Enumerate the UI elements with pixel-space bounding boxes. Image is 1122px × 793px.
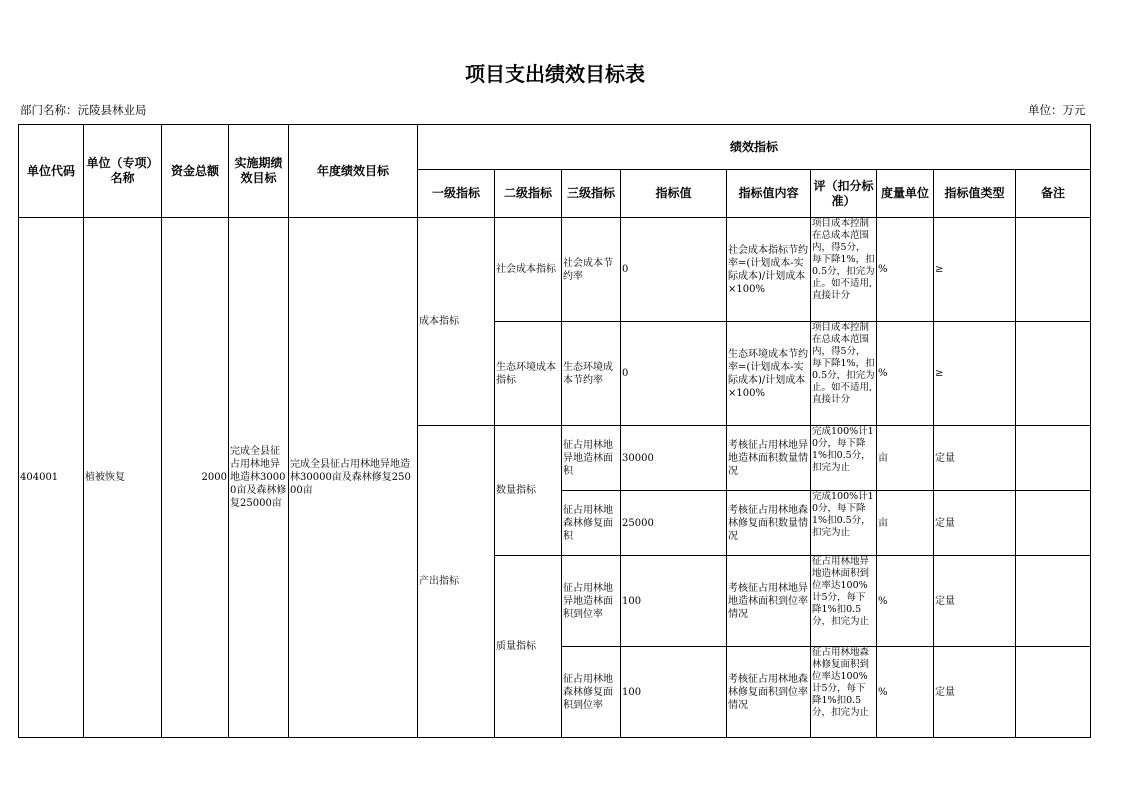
department-label: 部门名称：沅陵县林业局 xyxy=(20,103,147,117)
performance-table xyxy=(18,124,1091,738)
page-title: 项目支出绩效目标表 xyxy=(465,62,645,86)
level3-cell: 征占用林地异地造林面积 xyxy=(562,426,621,491)
unit-name-cell: 植被恢复 xyxy=(84,218,162,738)
level3-cell: 社会成本节约率 xyxy=(562,218,621,322)
indicator-value-cell: 100 xyxy=(621,556,727,647)
value-type-cell: 定量 xyxy=(934,426,1016,491)
indicator-value-cell: 100 xyxy=(621,647,727,738)
indicator-value-cell: 0 xyxy=(621,218,727,322)
header-remarks: 备注 xyxy=(1016,170,1091,218)
annual-goal-cell: 完成全县征占用林地异地造林30000亩及森林修复25000亩 xyxy=(289,218,418,738)
scoring-cell: 完成100%计10分，每下降1%扣0.5分，扣完为止 xyxy=(811,491,877,556)
indicator-content-cell: 考核征占用林地森林修复面积数量情况 xyxy=(727,491,811,556)
header-performance-indicators: 绩效指标 xyxy=(418,125,1091,170)
measure-unit-cell: % xyxy=(877,556,934,647)
remarks-cell xyxy=(1016,322,1091,426)
period-goal-cell: 完成全县征占用林地异地造林30000亩及森林修复25000亩 xyxy=(229,218,289,738)
header-annual-goal: 年度绩效目标 xyxy=(289,125,418,218)
indicator-content-cell: 考核征占用林地异地造林面积到位率情况 xyxy=(727,556,811,647)
value-type-cell: 定量 xyxy=(934,647,1016,738)
level2-eco-cost: 生态环境成本指标 xyxy=(495,322,562,426)
remarks-cell xyxy=(1016,491,1091,556)
indicator-content-cell: 考核征占用林地异地造林面积数量情况 xyxy=(727,426,811,491)
remarks-cell xyxy=(1016,556,1091,647)
total-fund-cell: 2000 xyxy=(162,218,229,738)
scoring-cell: 项目成本控制在总成本范围内，得5分，每下降1%，扣0.5分，扣完为止。如不适用,直接计分 xyxy=(811,322,877,426)
level3-cell: 征占用林地异地造林面积到位率 xyxy=(562,556,621,647)
remarks-cell xyxy=(1016,218,1091,322)
level2-quality: 质量指标 xyxy=(495,556,562,738)
indicator-content-cell: 生态环境成本节约率=(计划成本-实际成本)/计划成本×100% xyxy=(727,322,811,426)
measure-unit-cell: 亩 xyxy=(877,426,934,491)
remarks-cell xyxy=(1016,647,1091,738)
level1-cost: 成本指标 xyxy=(418,218,495,426)
scoring-cell: 完成100%计10分，每下降1%扣0.5分，扣完为止 xyxy=(811,426,877,491)
measure-unit-cell: 亩 xyxy=(877,491,934,556)
indicator-content-cell: 社会成本指标节约率=(计划成本-实际成本)/计划成本×100% xyxy=(727,218,811,322)
level1-output: 产出指标 xyxy=(418,426,495,738)
measure-unit-cell: % xyxy=(877,322,934,426)
header-level3: 三级指标 xyxy=(562,170,621,218)
level2-social-cost: 社会成本指标 xyxy=(495,218,562,322)
level3-cell: 生态环境成本节约率 xyxy=(562,322,621,426)
scoring-cell: 项目成本控制在总成本范围内，得5分，每下降1%，扣0.5分，扣完为止。如不适用,直接计分 xyxy=(811,218,877,322)
indicator-value-cell: 30000 xyxy=(621,426,727,491)
value-type-cell: ≥ xyxy=(934,322,1016,426)
unit-code-cell: 404001 xyxy=(19,218,84,738)
indicator-value-cell: 25000 xyxy=(621,491,727,556)
value-type-cell: 定量 xyxy=(934,491,1016,556)
measure-unit-cell: % xyxy=(877,218,934,322)
measure-unit-cell: % xyxy=(877,647,934,738)
value-type-cell: ≥ xyxy=(934,218,1016,322)
header-unit-name: 单位（专项）名称 xyxy=(84,125,162,218)
header-indicator-content: 指标值内容 xyxy=(727,170,811,218)
scoring-cell: 征占用林地森林修复面积到位率达100%计5分，每下降1%扣0.5分，扣完为止 xyxy=(811,647,877,738)
header-level1: 一级指标 xyxy=(418,170,495,218)
header-measure-unit: 度量单位 xyxy=(877,170,934,218)
level2-quantity: 数量指标 xyxy=(495,426,562,556)
header-value-type: 指标值类型 xyxy=(934,170,1016,218)
unit-label: 单位：万元 xyxy=(1028,103,1086,117)
level3-cell: 征占用林地森林修复面积 xyxy=(562,491,621,556)
value-type-cell: 定量 xyxy=(934,556,1016,647)
indicator-value-cell: 0 xyxy=(621,322,727,426)
scoring-cell: 征占用林地异地造林面积到位率达100%计5分，每下降1%扣0.5分，扣完为止 xyxy=(811,556,877,647)
level3-cell: 征占用林地森林修复面积到位率 xyxy=(562,647,621,738)
header-indicator-value: 指标值 xyxy=(621,170,727,218)
header-scoring: 评（扣分标准） xyxy=(811,170,877,218)
header-level2: 二级指标 xyxy=(495,170,562,218)
table-row xyxy=(19,218,1091,322)
indicator-content-cell: 考核征占用林地森林修复面积到位率情况 xyxy=(727,647,811,738)
header-unit-code: 单位代码 xyxy=(19,125,84,218)
header-total-fund: 资金总额 xyxy=(162,125,229,218)
remarks-cell xyxy=(1016,426,1091,491)
header-period-goal: 实施期绩效目标 xyxy=(229,125,289,218)
